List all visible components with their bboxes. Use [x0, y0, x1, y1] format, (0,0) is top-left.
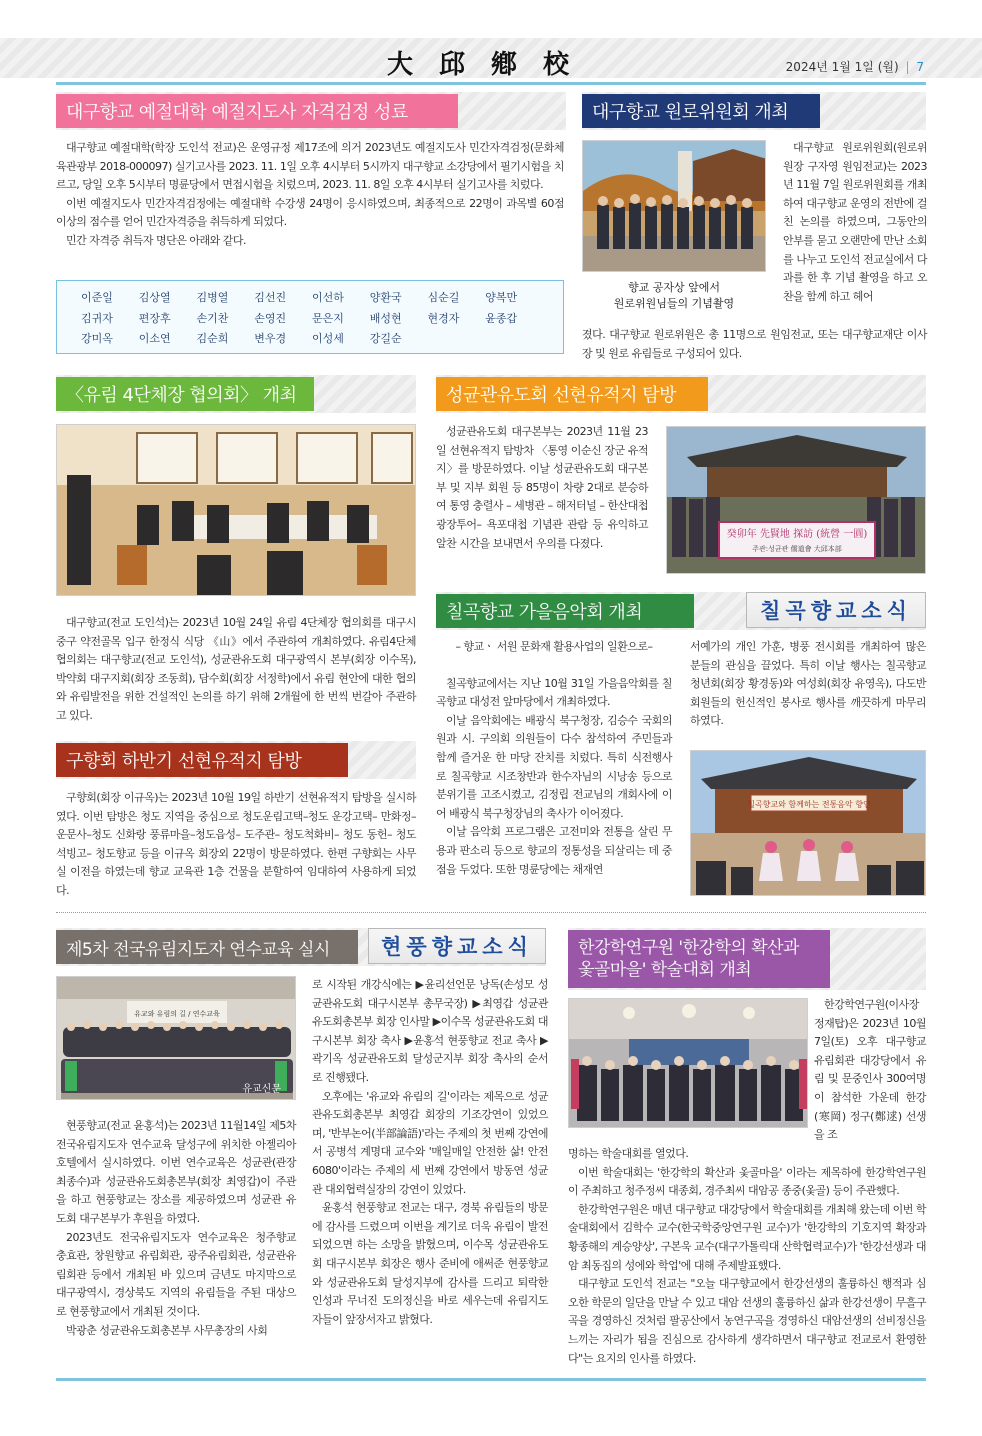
- issue-date: [786, 58, 924, 75]
- a8-body-bottom: [568, 1145, 926, 1368]
- name: 손기찬: [196, 311, 229, 325]
- a6-para: 서예가의 개인 가훈, 병풍 전시회를 개최하여 많은 분들의 관심을 끌었다. 특히 이날 행사는 칠곡향교 청년회(회장 황경동)와 여성회(회장 유영옥), 다도반 회원들의 헌신적인 봉사로 행사를 깨끗하게 마무리하였다.: [690, 640, 926, 728]
- a6-section-tag: 칠곡향교소식: [746, 592, 926, 628]
- a2-caption: [582, 280, 766, 312]
- a6-headline: 칠곡향교 가을음악회 개최: [436, 594, 694, 628]
- a4-banner-line2: 주관:성균관 儒道會 大邱本部: [752, 545, 842, 553]
- name: 현경자: [427, 311, 460, 325]
- caption-line: 원로위원님들의 기념촬영: [613, 297, 735, 310]
- a2-photo: [582, 140, 766, 272]
- masthead-rule: [56, 82, 926, 85]
- a7-body-right: [312, 976, 548, 1329]
- name: 편장후: [138, 311, 171, 325]
- footer-rule: [56, 1378, 926, 1381]
- name: 변우경: [254, 332, 287, 346]
- name: 문은지: [312, 311, 344, 325]
- a1-body: [56, 139, 564, 251]
- a7-photo-banner: 유교와 유림의 길 / 연수교육: [134, 1010, 220, 1018]
- name: 윤종갑: [485, 311, 518, 325]
- a2-headline: 대구향교 원로위원회 개최: [582, 94, 820, 128]
- a6-photo: [690, 750, 926, 896]
- a4-photo: [666, 426, 926, 574]
- name: 강길순: [369, 332, 402, 346]
- a7-para: 현풍향교(전교 윤홍석)는 2023년 11월14일 제5차 전국유림지도자 연수교육 달성구에 위치한 아젤리아호텔에서 실시하였다. 이번 연수교육은 성균관(관장 최종수)과 성균관유도회총본부(회장 최영갑)이 주관을 하고 현풍향교는 장소를 제공하였으며 성균관 유도회 대구본부가 후원을 하였다.: [56, 1119, 296, 1225]
- a7-para: 2023년도 전국유림지도자 연수교육은 청주향교 충효관, 창원향교 유림회관, 광주유림회관, 성균관유림회관 등에서 개최된 바 있으며 금년도 마지막으로 대구광역시, 경상북도 지역의 유림들을 주된 대상으로 현풍향교에서 개최된 것이다.: [56, 1230, 296, 1318]
- a4-headline: 성균관유도회 선현유적지 탐방: [436, 377, 708, 411]
- a7-para: 박광춘 성균관유도회총본부 사무총장의 사회: [66, 1323, 268, 1337]
- name: 손영진: [254, 311, 287, 325]
- name: 심순길: [427, 291, 460, 304]
- a8-body-side: [814, 996, 926, 1145]
- name: 김귀자: [81, 311, 113, 325]
- a8-headline-line2: 옻골마을' 학술대회 개최: [578, 960, 752, 980]
- a8-para: 한강학연구원은 매년 대구향교 대강당에서 학술대회를 개최해 왔는데 이번 학술대회에서 김학수 교수(한국학중앙연구원 교수)가 '한강학의 기호지역 확장과 황종해의 계승양상', 구본욱 교수(대구가톨릭대 산학협력교수)가 '한강선생과 대암 최동집의 성에와 학업'에 대해 주제발표했다.: [568, 1202, 927, 1272]
- name: 김순희: [196, 332, 229, 346]
- a1-name-box: [56, 280, 564, 354]
- name: 양복만: [485, 291, 518, 304]
- page-number: 7: [916, 60, 924, 74]
- a7-photo: [56, 976, 296, 1100]
- a3-para: 대구향교(전교 도인석)는 2023년 10월 24일 유림 4단체장 협의회를 대구시 중구 약전골목 입구 한정식 식당 《山》에서 주관하여 개최하였다. 유림4단체 협의회는 대구향교(전교 도인석), 성균관유도회 대구광역시 본부(회장 이수목), 박약회 대구지회(회장 조동희), 담수회(회장 서정학)에서 유림 현안에 대한 협의와 유림발전을 위한 건설적인 논의를 하기 위해 2개월에 한 번씩 번갈아 주관하고 있다.: [56, 616, 416, 722]
- a7-para: 윤홍석 현풍향교 전교는 대구, 경북 유림들의 방문에 감사를 드렸으며 이번을 계기로 더욱 유림이 발전되었으면 하는 소망을 밝혔으며, 이수목 성균관유도회 대구시본부 회장은 행사 준비에 애써준 현풍향교와 성균관유도회 달성지부에 감사를 드리고 퇴락한 인성과 무너진 도의정신을 바로 세우는데 유림지도자들이 앞장서자고 밝혔다.: [312, 1201, 548, 1326]
- name: 강미옥: [81, 332, 113, 346]
- name: 양환국: [369, 291, 402, 304]
- a5-body: [56, 789, 416, 901]
- a2-body-bottom: [582, 326, 927, 363]
- a5-headline: 구향회 하반기 선현유적지 탐방: [56, 743, 348, 777]
- a7-photo-label: 유교신문: [242, 1084, 281, 1095]
- name: 김병열: [196, 291, 229, 304]
- a6-body-left: [436, 638, 672, 879]
- a3-body: [56, 614, 416, 726]
- name: 김상열: [138, 291, 171, 304]
- a7-headline: 제5차 전국유림지도자 연수교육 실시: [56, 930, 358, 964]
- a7-para: 오후에는 '유교와 유림의 길'이라는 제목으로 성균관유도회총본부 최영갑 회장의 기조강연이 있었으며, '반부논어(半部論語)'라는 주제의 첫 번째 강연에서 공병석 계명대 교수와 '매일매일 안전한 삶! 안전 6080'이라는 주제의 세 번째 강연에서 방동연 성균관 대외협력실장의 강연이 있었다.: [312, 1089, 548, 1196]
- a6-para: 칠곡향교에서는 지난 10월 31일 가을음악회를 칠곡향교 대성전 앞마당에서 개최하였다.: [436, 676, 672, 709]
- name: 배성현: [369, 311, 402, 325]
- a8-para: 이번 학술대회는 '한강학의 확산과 옻골마을' 이라는 제목하에 한강학연구원이 주최하고 청주정씨 대종회, 경주최씨 대암공 종중(옻골) 등이 주관했다.: [568, 1165, 926, 1198]
- a6-para: 이날 음악회 프로그램은 고전미와 전통을 살린 무용과 판소리 등으로 향교의 정통성을 되살리는 데 중점을 두었다. 또한 명륜당에는 채재연: [436, 825, 672, 876]
- section-divider: [56, 912, 926, 913]
- masthead-title: 大邱鄕校: [386, 50, 595, 80]
- name: 이선하: [312, 291, 344, 304]
- a6-subhead: – 향교ㆍ 서원 문화재 활용사업의 일환으로–: [455, 640, 653, 653]
- a1-headline: 대구향교 예절대학 예절지도사 자격검정 성료: [56, 94, 458, 128]
- name: 김선진: [254, 291, 287, 304]
- a6-para: 이날 음악회에는 배광식 북구청장, 김승수 국회의원과 시. 구의회 의원들이 다수 참석하여 주민들과 함께 즐거운 한 마당 잔치를 치렀다. 특히 식전행사로 칠곡향교 시조창반과 한수자님의 시낭송 등으로 분위기를 고조시켰고, 김정립 전교님의 개회사에 이어 배광식 북구청장님의 축사가 이어졌다.: [436, 713, 672, 820]
- a8-para: 명하는 학술대회를 열었다.: [568, 1147, 689, 1160]
- a6-banner-text: 칠곡향교와 함께하는 전통음악 향연: [747, 800, 871, 809]
- a4-banner-line1: 癸卯年 先賢地 探訪 (統營 一圓): [726, 529, 868, 540]
- date-text: 2024년 1월 1일 (월): [785, 60, 899, 74]
- a7-body-left: [56, 1117, 296, 1340]
- name: 이성세: [312, 332, 344, 346]
- a7-section-tag: 현풍향교소식: [368, 928, 546, 964]
- a2-para: 대구향교 원로위원회(원로위원장 구자영 원임전교)는 2023년 11월 7일 원로위원회를 개최하여 대구향교 운영의 전반에 걸친 논의를 하였으며, 그동안의 안부를 묻고 오랜만에 만난 소회를 나누고 도인석 전교실에서 다과를 한 후 기념 촬영을 하고 오찬을 함께 하고 헤어: [783, 141, 927, 303]
- caption-line: 향교 공자상 앞에서: [627, 281, 720, 294]
- a1-para: 대구향교 예절대학(학장 도인석 전교)은 운영규정 제17조에 의거 2023년도 예절지도사 민간자격검정(문화체육관광부 2018-000097) 실기고사를 2023. 11. 1일 오후 4시부터 5시까지 대구향교 소강당에서 필기시험을 치르고, 당일 오후 5시부터 명륜당에서 면접시험을 치렀으며, 2023. 11. 8일 오후 4시부터 실기고사를 치렀다.: [56, 141, 564, 192]
- a8-headline-line1: 한강학연구원 '한강학의 확산과: [578, 938, 799, 958]
- a2-para: 졌다. 대구향교 원로위원은 총 11명으로 원임전교, 또는 대구향교재단 이사장 및 원로 유림들로 구성되어 있다.: [582, 328, 927, 360]
- a1-para: 민간 자격증 취득자 명단은 아래와 같다.: [66, 233, 246, 247]
- a6-body-right: [690, 638, 926, 731]
- a4-para: 성균관유도회 대구본부는 2023년 11월 23일 선현유적지 탐방차 〈통영 이순신 장군 유적지〉를 방문하였다. 이날 성균관유도회 대구본부 및 지부 회원 등 85명이 차량 2대로 분승하여 통영 충렬사 – 세병관 – 해저터널 – 한산대첩 광장투어– 욕포대첩 기념관 관람 등 유익하고 알찬 시간을 보내면서 우의를 다졌다.: [436, 425, 648, 550]
- a3-photo: [56, 424, 416, 596]
- name: 이소연: [138, 332, 171, 346]
- a8-para: 한강학연구원(이사장 정재탑)은 2023년 10월 7일(토) 오후 대구향교 유림회관 대강당에서 유림 및 문중인사 300여명이 참석한 가운데 한강(寒岡) 정구(鄭逑) 선생을 조: [814, 998, 926, 1142]
- a7-para: 로 시작된 개강식에는 ▶윤리선언문 낭독(손성모 성균관유도회 대구시본부 총무국장) ▶최영갑 성균관유도회총본부 회장 인사말 ▶이수목 성균관유도회 대구시본부 회장 축사 ▶윤홍석 현풍향교 전교 축사 ▶곽기옥 성균관유도회 달성군지부 회장 축사의 순서로 진행됐다.: [312, 978, 548, 1084]
- a2-body-side: [783, 139, 927, 306]
- separator: |: [905, 60, 910, 74]
- a8-headline: [568, 930, 830, 988]
- a8-para: 대구향교 도인석 전교는 "오늘 대구향교에서 한강선생의 훌륭하신 행적과 심오한 학문의 일단을 만날 수 있고 대암 선생의 훌륭하신 삶과 한강선생이 무흘구곡을 경영하신 것처럼 팔공산에서 농연구곡을 경영하신 대암선생의 선비정신을 느끼는 자리가 됨을 진심으로 감사하게 생각하면서 대구향교 전교로서 환영한다"는 요지의 인사를 하였다.: [568, 1277, 926, 1365]
- a8-photo: [568, 998, 808, 1128]
- a5-para: 구향회(회장 이규옥)는 2023년 10월 19일 하반기 선현유적지 탐방을 실시하였다. 이번 탐방은 청도 지역을 중심으로 청도운림고택–청도 운강고택– 만화정–운문사–청도 신화랑 풍류마을–청도읍성– 도주관– 청도척화비– 청도 동헌– 청도 석빙고– 청도향교 등을 이규옥 회장외 22명이 방문하였다. 한편 구향회는 사무실 이전을 하였는데 향교 교육관 1층 건물을 분할하여 임대하여 사용하게 되었다.: [56, 791, 416, 897]
- name: 이준일: [81, 291, 113, 304]
- a1-para: 이번 예절지도사 민간자격검정에는 예절대학 수강생 24명이 응시하였으며, 최종적으로 22명이 과목별 60점 이상의 점수를 얻어 민간자격증을 취득하게 되었다.: [56, 196, 564, 229]
- a4-body: [436, 423, 648, 553]
- a3-headline: 〈유림 4단체장 협의회〉 개최: [56, 377, 314, 411]
